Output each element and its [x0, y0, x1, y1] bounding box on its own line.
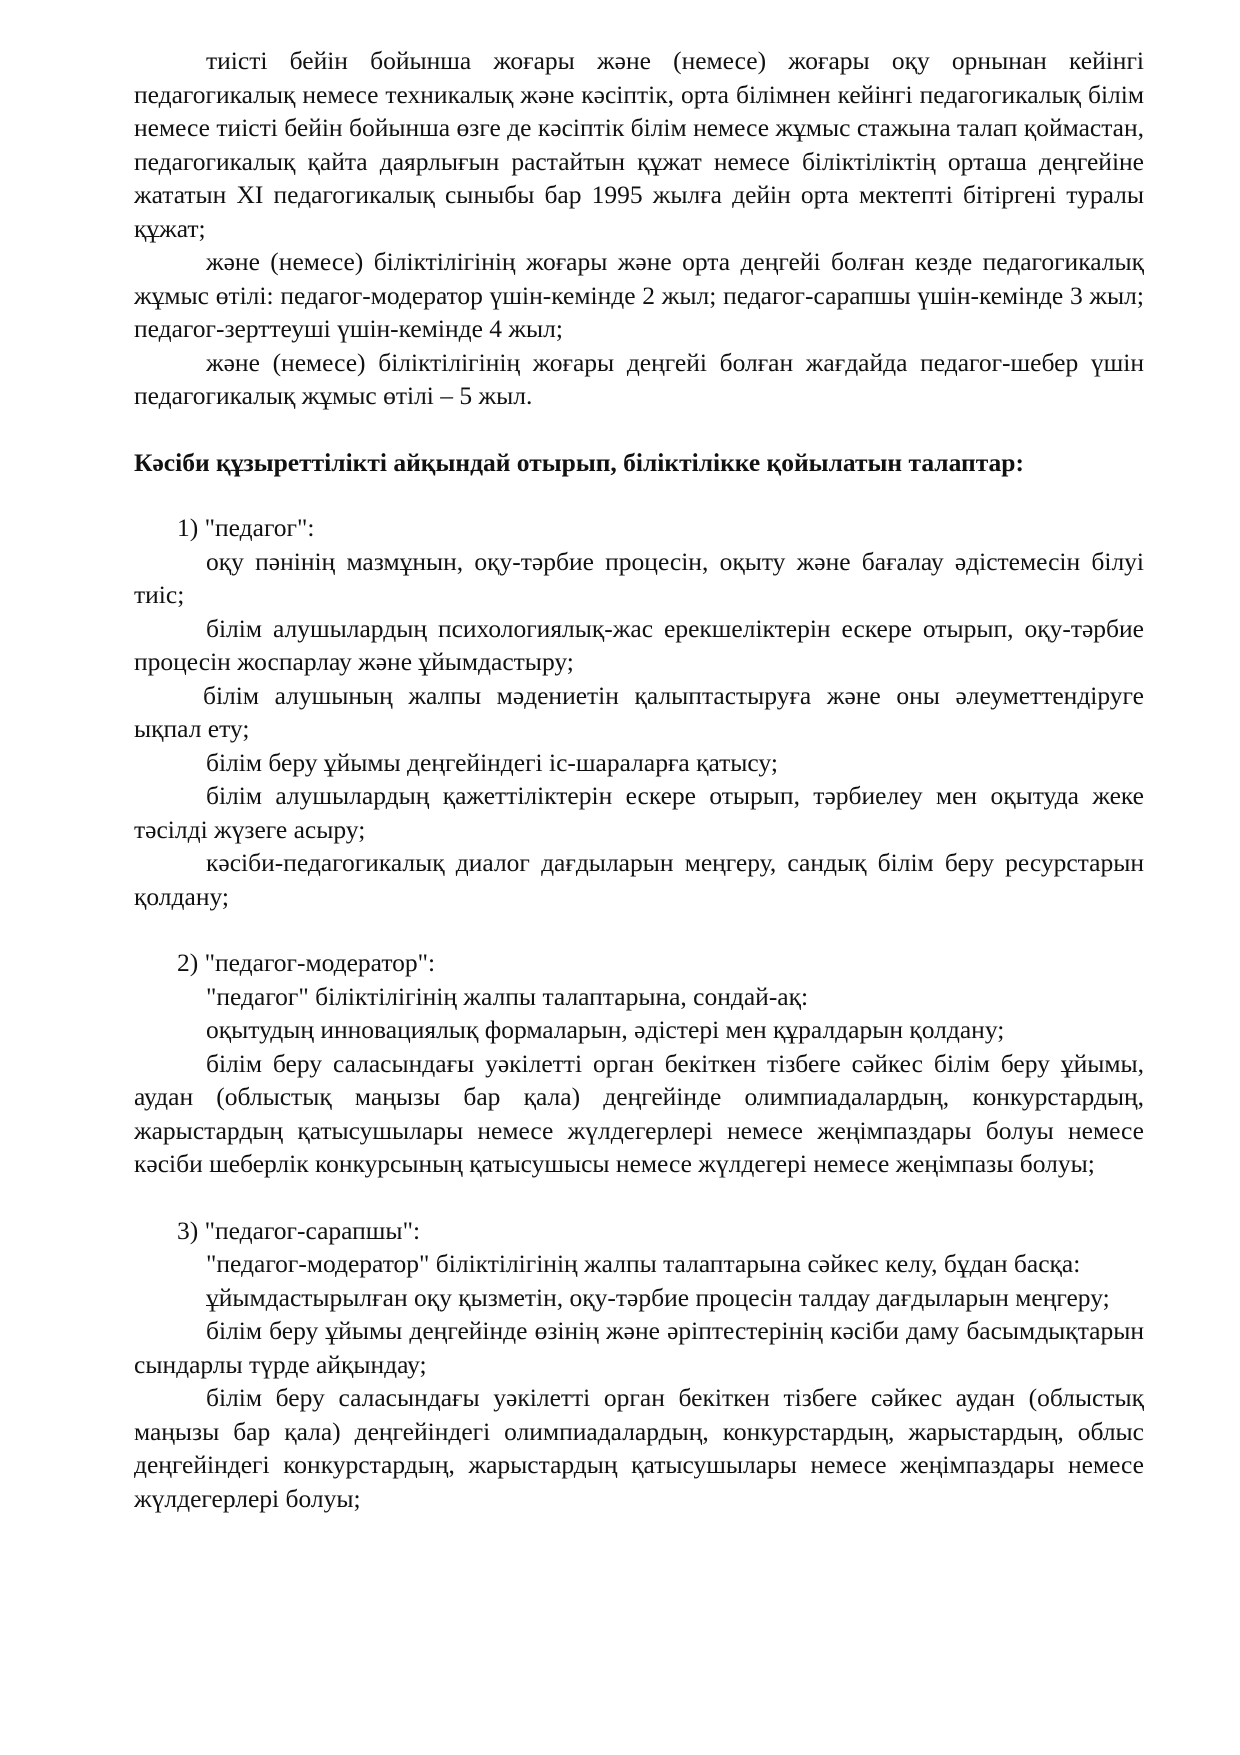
section-heading: Кәсіби құзыреттілікті айқындай отырып, біліктілікке қойылатын талаптар: [134, 447, 1024, 477]
document-page [134, 44, 1144, 1515]
section-2-title: 2) "педагог-модератор": [177, 948, 436, 977]
section-1-item: білім алушының жалпы мәдениетін қалыптастыруға және оны әлеуметтендіруге ықпал ету; [134, 680, 1144, 743]
section-3-item: білім беру ұйымы деңгейінде өзінің және әріптестерінің кәсіби даму басымдықтарын сындарлы түрде айқындау; [134, 1316, 1144, 1379]
section-1-item: оқу пәнінің мазмұнын, оқу-тәрбие процесін, оқыту және бағалау әдістемесін білуі тиіс; [134, 546, 1144, 609]
section-3-item: ұйымдастырылған оқу қызметін, оқу-тәрбие процесін талдау дағдыларын меңгеру; [206, 1282, 1110, 1312]
section-3-item: білім беру саласындағы уәкілетті орган бекіткен тізбеге сәйкес аудан (облыстық маңызы бар қала) деңгейіндегі олимпиадалардың, конкурстардың, жарыстардың, облыс деңгейіндегі конкурстардың, жарыстардың қатысушылары немесе жеңімпаздары немесе жүлдегерлері болуы; [134, 1383, 1144, 1513]
section-2-item: "педагог" біліктілігінің жалпы талаптарына, сондай-ақ: [206, 981, 809, 1011]
intro-paragraph-1: тиісті бейін бойынша жоғары және (немесе) жоғары оқу орнынан кейінгі педагогикалық немесе техникалық және кәсіптік, орта білімнен кейінгі педагогикалық білім немесе тиісті бейін бойынша өзге де кәсіптік білім немесе жұмыс стажына талап қоймастан, педагогикалық қайта даярлығын растайтын құжат немесе біліктіліктің орташа деңгейіне жататын XI педагогикалық сыныбы бар 1995 жылға дейін орта мектепті бітіргені туралы құжат; [134, 46, 1144, 243]
intro-paragraph-3: және (немесе) біліктілігінің жоғары деңгейі болған жағдайда педагог-шебер үшін педагогикалық жұмыс өтілі – 5 жыл. [134, 347, 1144, 410]
section-1-item: білім беру ұйымы деңгейіндегі іс-шараларға қатысу; [206, 747, 778, 777]
section-1-item: білім алушылардың психологиялық-жас ерекшеліктерін ескере отырып, оқу-тәрбие процесін жоспарлау және ұйымдастыру; [134, 613, 1144, 676]
section-2-item: білім беру саласындағы уәкілетті орган бекіткен тізбеге сәйкес білім беру ұйымы, аудан (облыстық маңызы бар қала) деңгейінде олимпиадалардың, конкурстардың, жарыстардың қатысушылары немесе жүлдегерлері немесе жеңімпаздары болуы немесе кәсіби шеберлік конкурсының қатысушысы немесе жүлдегері немесе жеңімпазы болуы; [134, 1048, 1144, 1178]
section-1-title: 1) "педагог": [177, 513, 315, 542]
section-1-item: білім алушылардың қажеттіліктерін ескере отырып, тәрбиелеу мен оқытуда жеке тәсілді жүзеге асыру; [134, 781, 1144, 844]
section-3-item: "педагог-модератор" біліктілігінің жалпы талаптарына сәйкес келу, бұдан басқа: [206, 1249, 1081, 1278]
section-2-item: оқытудың инновациялық формаларын, әдістері мен құралдарын қолдану; [206, 1015, 1005, 1044]
section-3-title: 3) "педагог-сарапшы": [177, 1215, 421, 1245]
intro-paragraph-2: және (немесе) біліктілігінің жоғары және орта деңгейі болған кезде педагогикалық жұмыс өтілі: педагог-модератор үшін-кемінде 2 жыл; педагог-сарапшы үшін-кемінде 3 жыл; педагог-зерттеуші үшін-кемінде 4 жыл; [134, 247, 1144, 343]
section-1-item: кәсіби-педагогикалық диалог дағдыларын меңгеру, сандық білім беру ресурстарын қолдану; [134, 848, 1144, 911]
